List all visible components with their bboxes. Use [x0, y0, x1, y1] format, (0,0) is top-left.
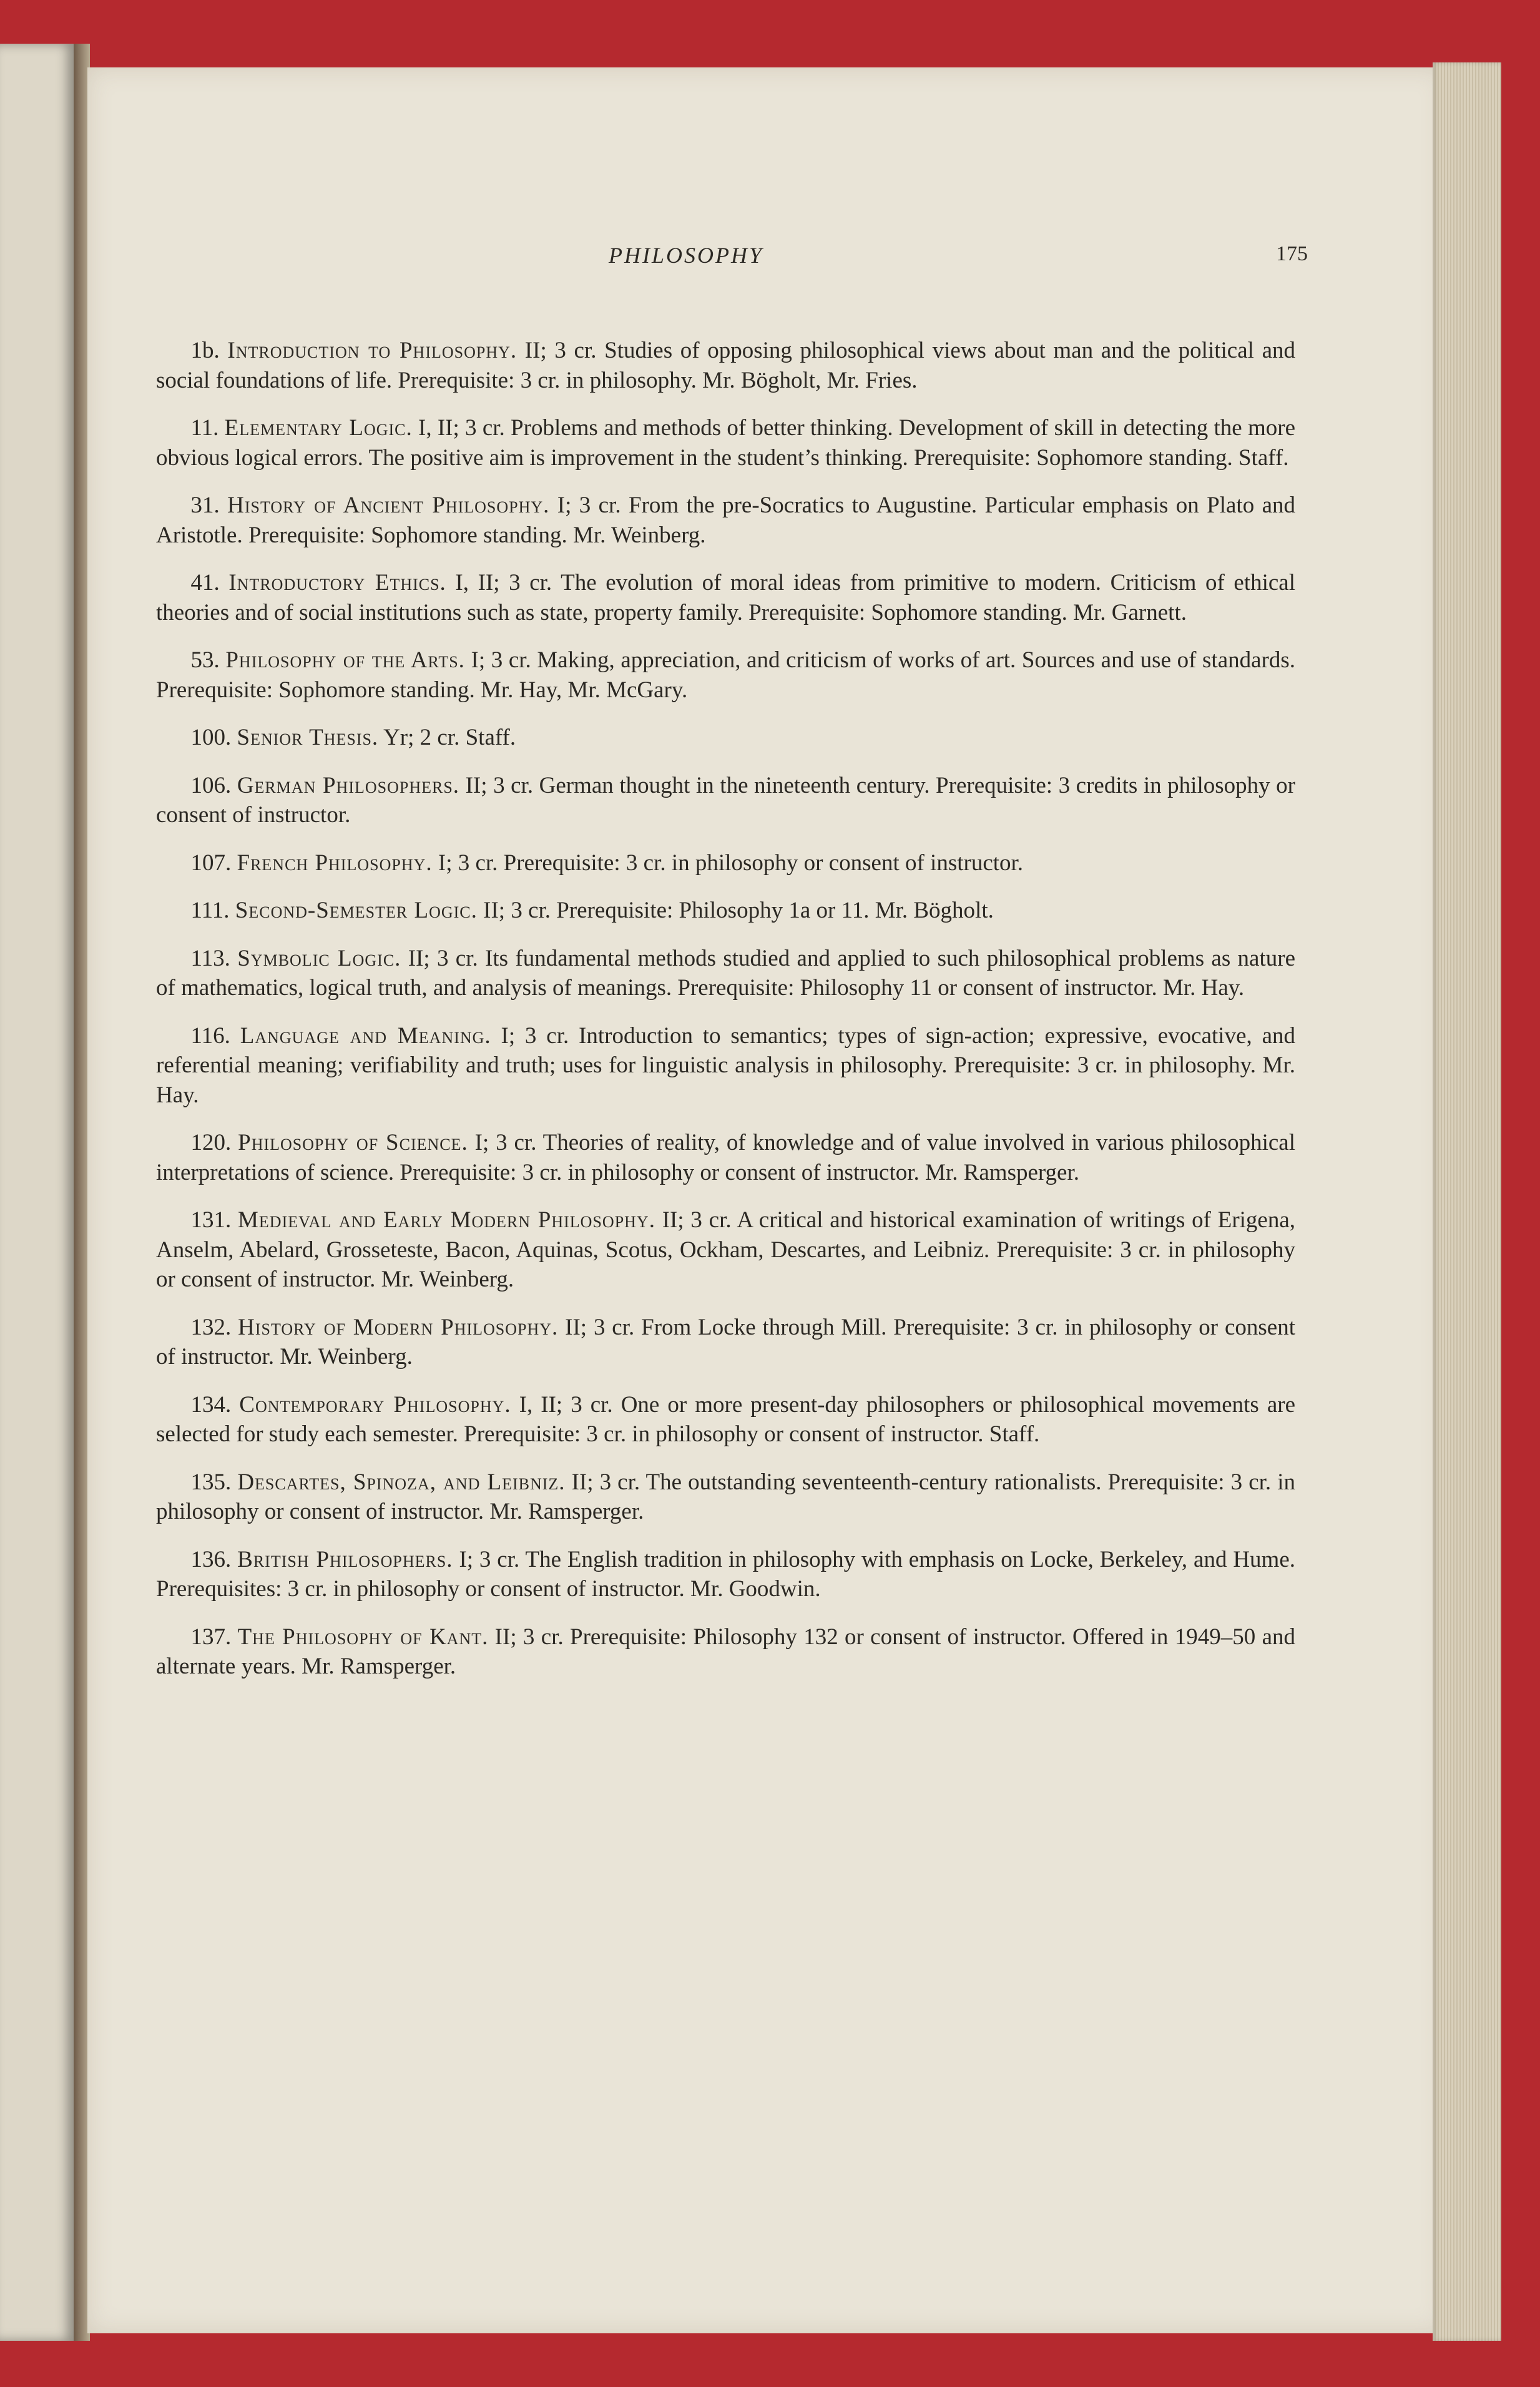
course-details: II; 3 cr. German thought in the nineteenth century. Prerequisite: 3 credits in philosophy or consent of instructor. — [156, 772, 1296, 828]
course-title: French Philosophy. — [237, 850, 433, 876]
course-entry — [156, 413, 1295, 473]
course-details: I; 3 cr. Prerequisite: 3 cr. in philosophy or consent of instructor. — [432, 850, 1024, 876]
course-details: II; 3 cr. Prerequisite: Philosophy 132 or consent of instructor. Offered in 1949–50 and alternate years. Mr. Ramsperger. — [156, 1624, 1295, 1679]
course-entry — [156, 1205, 1295, 1295]
course-details: I; 3 cr. The English tradition in philosophy with emphasis on Locke, Berkeley, and Hume. Prerequisites: 3 cr. in philosophy or consent of instructor. Mr. Goodwin. — [156, 1546, 1295, 1602]
page-edges — [1433, 62, 1501, 2341]
course-title: Medieval and Early Modern Philosophy. — [238, 1207, 655, 1233]
course-title: Introductory Ethics. — [228, 570, 446, 596]
course-number: 136. — [190, 1546, 232, 1572]
course-entry — [156, 1390, 1295, 1449]
course-title: German Philosophers. — [237, 772, 460, 798]
course-number: 113. — [190, 945, 230, 971]
course-list — [156, 336, 1295, 1700]
course-entry — [156, 723, 1295, 753]
course-number: 120. — [190, 1130, 232, 1155]
facing-page-edge — [0, 44, 75, 2341]
course-title: History of Modern Philosophy. — [238, 1314, 559, 1340]
course-entry — [156, 336, 1295, 395]
course-entry — [156, 645, 1295, 705]
course-entry — [156, 1468, 1295, 1527]
course-details: I; 3 cr. Theories of reality, of knowledge and of value involved in various philosophical interpretations of science. Prerequisite: 3 cr. in philosophy or consent of instructor. Mr. Ramsperger. — [156, 1130, 1296, 1185]
course-details: I, II; 3 cr. Problems and methods of better thinking. Development of skill in detecting the more obvious logical errors. The positive aim is improvement in the student’s thinking. Prerequisite: Sophomore standing. Staff. — [156, 415, 1295, 471]
course-details: II; 3 cr. A critical and historical examination of writings of Erigena, Anselm, Abelard, Grosseteste, Bacon, Aquinas, Scotus, Ockham, Descartes, and Leibniz. Prerequisite: 3 cr. in philosophy or consent of instructor. Mr. Weinberg. — [156, 1207, 1296, 1292]
course-details: I; 3 cr. From the pre-Socratics to Augustine. Particular emphasis on Plato and Aristotle. Prerequisite: Sophomore standing. Mr. Weinberg. — [156, 493, 1296, 548]
course-number: 132. — [190, 1314, 232, 1340]
course-number: 41. — [190, 570, 220, 596]
course-details: I, II; 3 cr. One or more present-day philosophers or philosophical movements are selected for study each semester. Prerequisite: 3 cr. in philosophy or consent of instructor. Staff. — [156, 1391, 1296, 1447]
course-title: Elementary Logic. — [224, 415, 413, 441]
course-number: 11. — [190, 415, 219, 441]
course-number: 1b. — [190, 338, 220, 363]
course-entry — [156, 1622, 1295, 1682]
course-entry — [156, 1313, 1295, 1372]
course-entry — [156, 1128, 1295, 1187]
course-number: 131. — [190, 1207, 232, 1233]
course-details: I, II; 3 cr. The evolution of moral ideas from primitive to modern. Criticism of ethical theories and of social institutions such as state, property family. Prerequisite: Sophomore standing. Mr. Garnett. — [156, 570, 1295, 625]
course-details: Yr; 2 cr. Staff. — [378, 725, 516, 750]
running-title: PHILOSOPHY — [609, 243, 764, 268]
course-entry — [156, 896, 1295, 926]
course-title: Philosophy of Science. — [238, 1130, 468, 1155]
course-number: 53. — [190, 647, 220, 673]
course-number: 106. — [190, 772, 232, 798]
course-details: II; 3 cr. The outstanding seventeenth-century rationalists. Prerequisite: 3 cr. in philosophy or consent of instructor. Mr. Ramsperger. — [156, 1469, 1296, 1524]
course-entry — [156, 1545, 1295, 1604]
course-number: 100. — [190, 725, 232, 750]
course-details: II; 3 cr. Studies of opposing philosophical views about man and the political and social foundations of life. Prerequisite: 3 cr. in philosophy. Mr. Bögholt, Mr. Fries. — [156, 338, 1295, 393]
course-title: Introduction to Philosophy. — [227, 338, 517, 363]
course-entry — [156, 568, 1295, 627]
course-number: 137. — [190, 1624, 232, 1650]
course-title: Philosophy of the Arts. — [225, 647, 465, 673]
course-details: I; 3 cr. Introduction to semantics; types of sign-action; expressive, evocative, and referential meaning; verifiability and truth; uses for linguistic analysis in philosophy. Prerequisite: 3 cr. in philosophy. Mr. Hay. — [156, 1022, 1296, 1108]
course-title: The Philosophy of Kant. — [237, 1624, 489, 1650]
course-details: II; 3 cr. Prerequisite: Philosophy 1a or 11. Mr. Bögholt. — [477, 898, 994, 923]
page-header — [609, 242, 1308, 280]
course-number: 107. — [190, 850, 232, 876]
course-title: Second-Semester Logic. — [235, 898, 478, 923]
course-entry — [156, 848, 1295, 878]
course-number: 116. — [190, 1022, 230, 1049]
course-details: II; 3 cr. From Locke through Mill. Prerequisite: 3 cr. in philosophy or consent of instructor. Mr. Weinberg. — [156, 1314, 1296, 1370]
page-number: 175 — [1276, 242, 1308, 265]
course-entry — [156, 944, 1295, 1003]
course-details: II; 3 cr. Its fundamental methods studied and applied to such philosophical problems as nature of mathematics, logical truth, and analysis of meanings. Prerequisite: Philosophy 11 or consent of instructor. Mr. Hay. — [156, 945, 1296, 1001]
course-entry — [156, 1021, 1295, 1110]
course-title: History of Ancient Philosophy. — [227, 493, 550, 518]
course-title: Descartes, Spinoza, and Leibniz. — [237, 1469, 566, 1495]
course-title: Symbolic Logic. — [237, 945, 401, 971]
book-page — [87, 67, 1445, 2333]
course-title: Senior Thesis. — [237, 725, 379, 750]
course-number: 111. — [190, 898, 230, 923]
course-title: Language and Meaning. — [240, 1022, 491, 1049]
course-number: 31. — [190, 493, 220, 518]
course-entry — [156, 771, 1295, 830]
course-number: 135. — [190, 1469, 232, 1495]
course-details: I; 3 cr. Making, appreciation, and criticism of works of art. Sources and use of standards. Prerequisite: Sophomore standing. Mr. Hay, Mr. McGary. — [156, 647, 1296, 703]
course-title: Contemporary Philosophy. — [239, 1391, 511, 1418]
course-number: 134. — [190, 1391, 232, 1418]
course-entry — [156, 491, 1295, 550]
course-title: British Philosophers. — [237, 1546, 453, 1572]
